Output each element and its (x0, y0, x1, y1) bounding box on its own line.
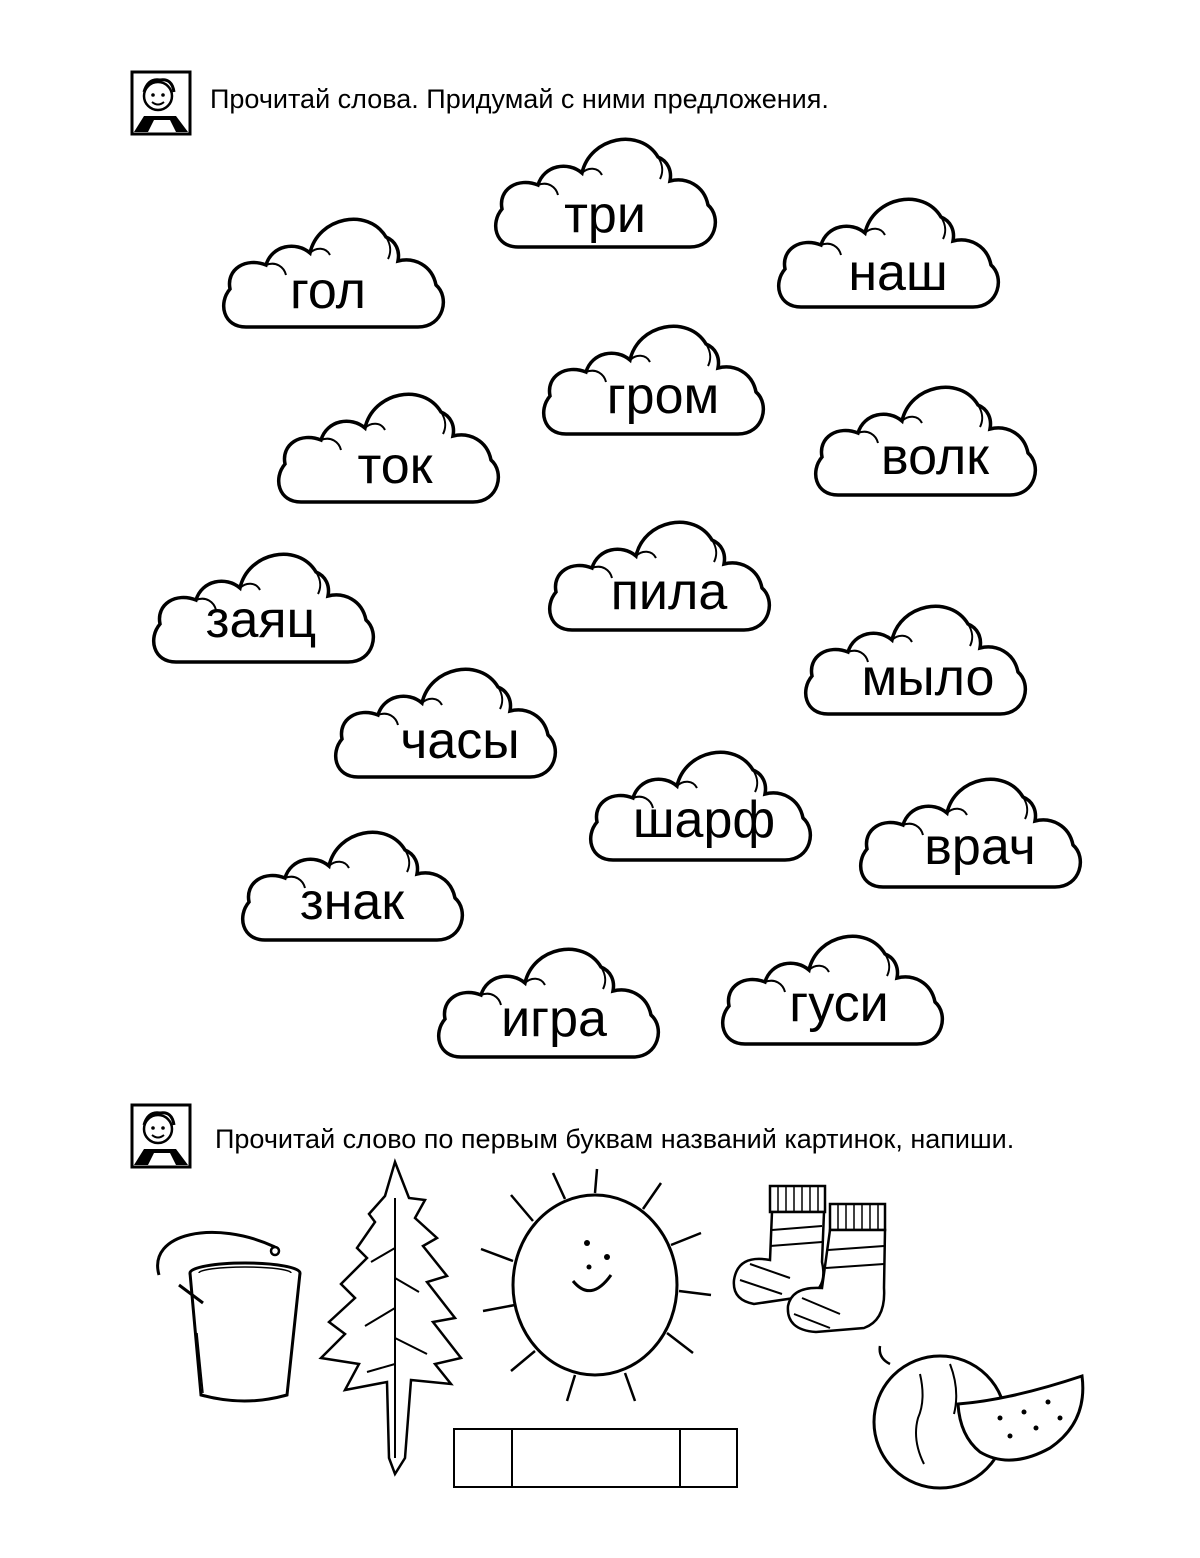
cloud-word: гол (290, 262, 366, 320)
socks-icon (730, 1180, 895, 1340)
word-cloud (773, 185, 1003, 335)
word-cloud (585, 738, 815, 888)
cloud-word: знак (299, 873, 405, 931)
fir-tree-icon (315, 1158, 465, 1478)
word-cloud (490, 125, 720, 275)
cloud-word: гуси (789, 975, 889, 1033)
answer-cell[interactable] (513, 1430, 682, 1486)
answer-cell[interactable] (681, 1430, 736, 1486)
watermelon-icon (860, 1340, 1090, 1490)
word-cloud (330, 655, 560, 805)
answer-box[interactable] (453, 1428, 738, 1488)
word-cloud (855, 765, 1085, 915)
answer-cell[interactable] (455, 1430, 513, 1486)
cloud-word: волк (881, 428, 989, 486)
cloud-word: пила (610, 563, 728, 621)
sun-icon (475, 1165, 715, 1415)
cloud-word: часы (400, 712, 520, 770)
word-cloud (800, 592, 1030, 742)
word-cloud (544, 508, 774, 658)
task1-instruction: Прочитай слова. Придумай с ними предложения. (210, 84, 829, 114)
task2-instruction: Прочитай слово по первым буквам названий картинок, напиши. (215, 1124, 1015, 1154)
word-cloud (538, 312, 768, 462)
cloud-word: заяц (205, 591, 317, 649)
cloud-word: игра (501, 990, 607, 1048)
cloud-word: врач (924, 818, 1036, 876)
bucket-icon (145, 1225, 310, 1410)
reading-child-icon (130, 1103, 192, 1169)
cloud-word: гром (606, 367, 720, 425)
reading-child-icon (130, 70, 192, 136)
word-cloud (218, 205, 448, 355)
word-cloud (273, 380, 503, 530)
word-cloud (717, 922, 947, 1072)
cloud-word: шарф (632, 791, 776, 849)
cloud-word: ток (357, 437, 433, 495)
word-cloud (433, 935, 663, 1085)
word-cloud (810, 373, 1040, 523)
cloud-word: мыло (861, 649, 995, 707)
cloud-word: три (564, 186, 646, 244)
cloud-word: наш (848, 244, 948, 302)
